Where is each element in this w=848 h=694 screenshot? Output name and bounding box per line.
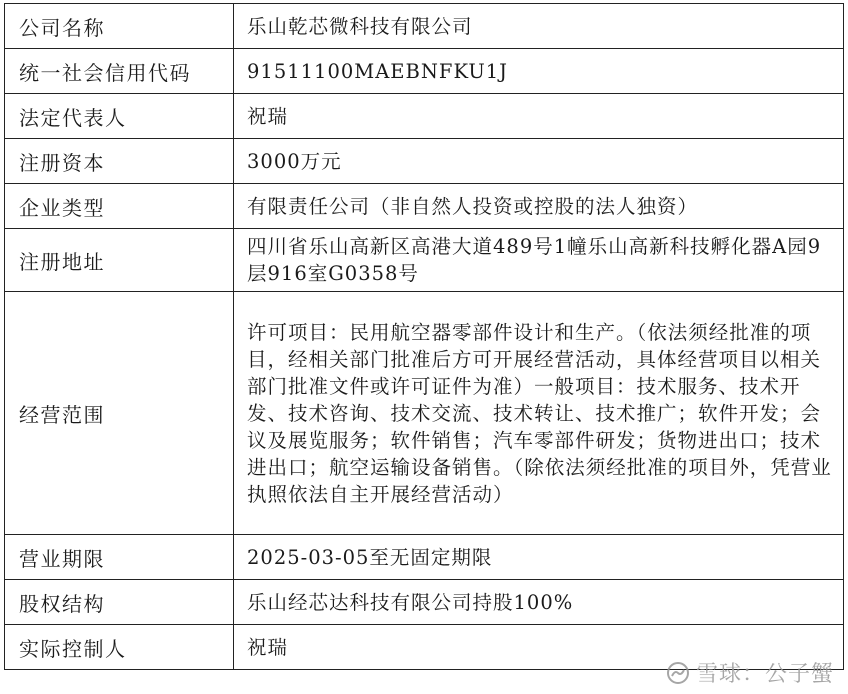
row-value: 祝瑞 [234,94,844,139]
row-value: 2025-03-05至无固定期限 [234,535,844,580]
table-row [5,139,844,184]
row-label: 股权结构 [5,580,234,625]
row-value: 许可项目：民用航空器零部件设计和生产。（依法须经批准的项目，经相关部门批准后方可开展经营活动，具体经营项目以相关部门批准文件或许可证件为准）一般项目：技术服务、技术开发、技术咨询、技术交流、技术转让、技术推广；软件开发；会议及展览服务；软件销售；汽车零部件研发；货物进出口；技术进出口；航空运输设备销售。（除依法须经批准的项目外，凭营业执照依法自主开展经营活动） [234,292,844,535]
row-value: 四川省乐山高新区高港大道489号1幢乐山高新科技孵化器A园9层916室G0358号 [234,229,844,292]
table-row [5,49,844,94]
row-label: 实际控制人 [5,625,234,670]
watermark [666,657,834,688]
row-value: 乐山乾芯微科技有限公司 [234,4,844,49]
row-label: 注册资本 [5,139,234,184]
company-info-table [4,3,844,670]
watermark-text: 雪球：公子蟹 [695,662,834,687]
row-value: 有限责任公司（非自然人投资或控股的法人独资） [234,184,844,229]
row-label: 统一社会信用代码 [5,49,234,94]
table-row [5,535,844,580]
table-row [5,292,844,535]
table-row [5,94,844,139]
table-row [5,229,844,292]
row-value: 91511100MAEBNFKU1J [234,49,844,94]
row-value: 3000万元 [234,139,844,184]
table-row [5,184,844,229]
row-label: 营业期限 [5,535,234,580]
table-row [5,580,844,625]
table-row [5,4,844,49]
row-value: 乐山经芯达科技有限公司持股100% [234,580,844,625]
row-label: 经营范围 [5,292,234,535]
row-label: 注册地址 [5,229,234,292]
row-label: 企业类型 [5,184,234,229]
row-label: 法定代表人 [5,94,234,139]
snowball-logo-icon [666,661,690,685]
row-label: 公司名称 [5,4,234,49]
row-value: 祝瑞 [234,625,844,670]
